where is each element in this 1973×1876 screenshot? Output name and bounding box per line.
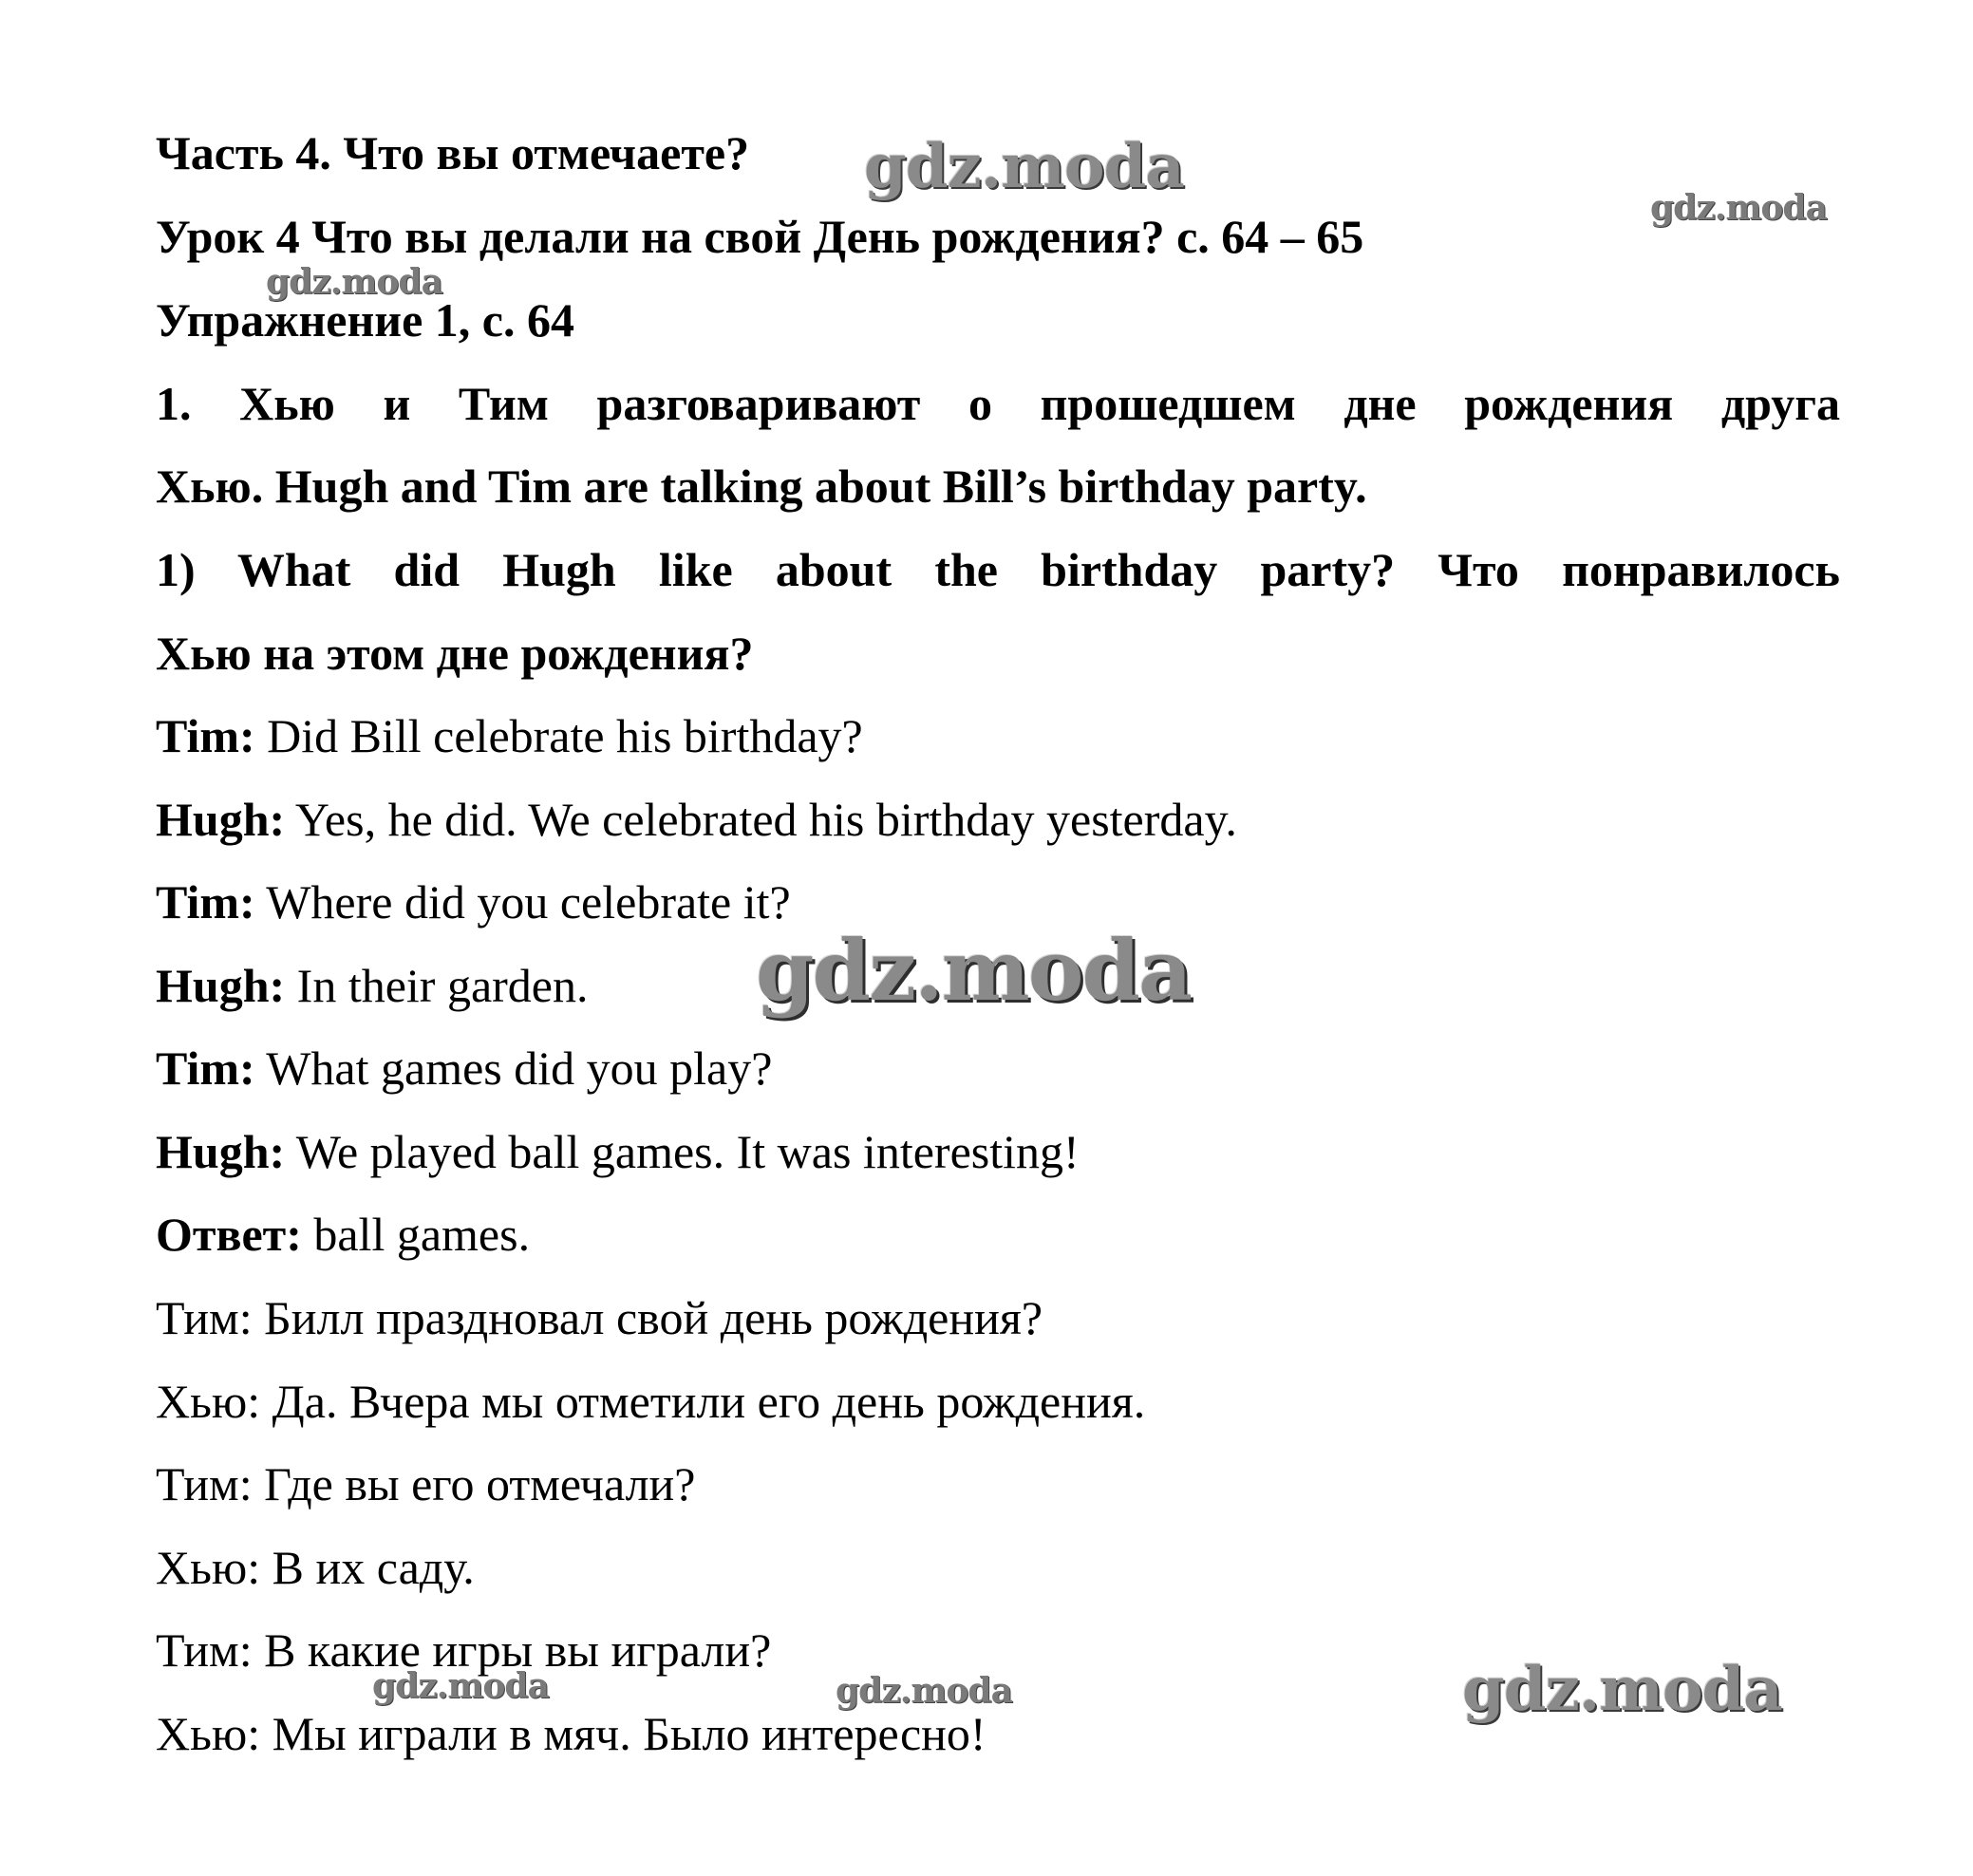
task-line-2: Хью. Hugh and Tim are talking about Bill’s birthday party. bbox=[156, 460, 1367, 513]
dialogue-line bbox=[156, 1040, 1840, 1097]
watermark: gdz.moda bbox=[836, 1671, 1012, 1711]
translation-line: Хью: В их саду. bbox=[156, 1541, 475, 1594]
watermark: gdz.moda bbox=[266, 262, 442, 302]
dialogue-line bbox=[156, 957, 1840, 1014]
dialogue-text: Where did you celebrate it? bbox=[254, 875, 791, 929]
task-question-line-2: Хью на этом дне рождения? bbox=[156, 627, 754, 680]
dialogue-text: What games did you play? bbox=[254, 1041, 773, 1095]
dialogue-text: Did Bill celebrate his birthday? bbox=[254, 709, 863, 762]
speaker-label: Tim: bbox=[156, 875, 255, 929]
lesson-heading: Урок 4 Что вы делали на свой День рождения? с. 64 – 65 bbox=[156, 210, 1364, 263]
dialogue-line bbox=[156, 873, 1840, 930]
dialogue-line bbox=[156, 1123, 1840, 1180]
watermark: gdz.moda bbox=[1462, 1654, 1782, 1725]
watermark: gdz.moda bbox=[372, 1666, 549, 1706]
speaker-label: Tim: bbox=[156, 709, 255, 762]
speaker-label: Hugh: bbox=[156, 959, 286, 1012]
speaker-label: Hugh: bbox=[156, 793, 286, 846]
translation-line: Тим: Билл праздновал свой день рождения? bbox=[156, 1291, 1043, 1344]
task-question-line-1: 1) What did Hugh like about the birthday party? Что понравилось bbox=[156, 543, 1840, 596]
answer-text: ball games. bbox=[301, 1208, 531, 1261]
speaker-label: Tim: bbox=[156, 1041, 255, 1095]
answer-line bbox=[156, 1206, 1840, 1263]
watermark: gdz.moda bbox=[864, 131, 1184, 202]
translation-line: Хью: Мы играли в мяч. Было интересно! bbox=[156, 1707, 986, 1760]
watermark: gdz.moda bbox=[1650, 188, 1827, 228]
dialogue-text: Yes, he did. We celebrated his birthday yesterday. bbox=[285, 793, 1237, 846]
exercise-heading: Упражнение 1, с. 64 bbox=[156, 293, 574, 347]
watermark: gdz.moda bbox=[756, 921, 1192, 1020]
dialogue-text: In their garden. bbox=[285, 959, 589, 1012]
part-heading: Часть 4. Что вы отмечаете? bbox=[156, 126, 750, 179]
answer-label: Ответ: bbox=[156, 1208, 302, 1261]
translation-line: Хью: Да. Вчера мы отметили его день рождения. bbox=[156, 1375, 1146, 1428]
translation-line: Тим: В какие игры вы играли? bbox=[156, 1623, 772, 1677]
task-line-1: 1. Хью и Тим разговаривают о прошедшем дне рождения друга bbox=[156, 377, 1840, 430]
dialogue-line bbox=[156, 707, 1840, 764]
dialogue-text: We played ball games. It was interesting! bbox=[285, 1125, 1080, 1178]
dialogue-line bbox=[156, 791, 1840, 848]
translation-line: Тим: Где вы его отмечали? bbox=[156, 1457, 696, 1510]
speaker-label: Hugh: bbox=[156, 1125, 286, 1178]
